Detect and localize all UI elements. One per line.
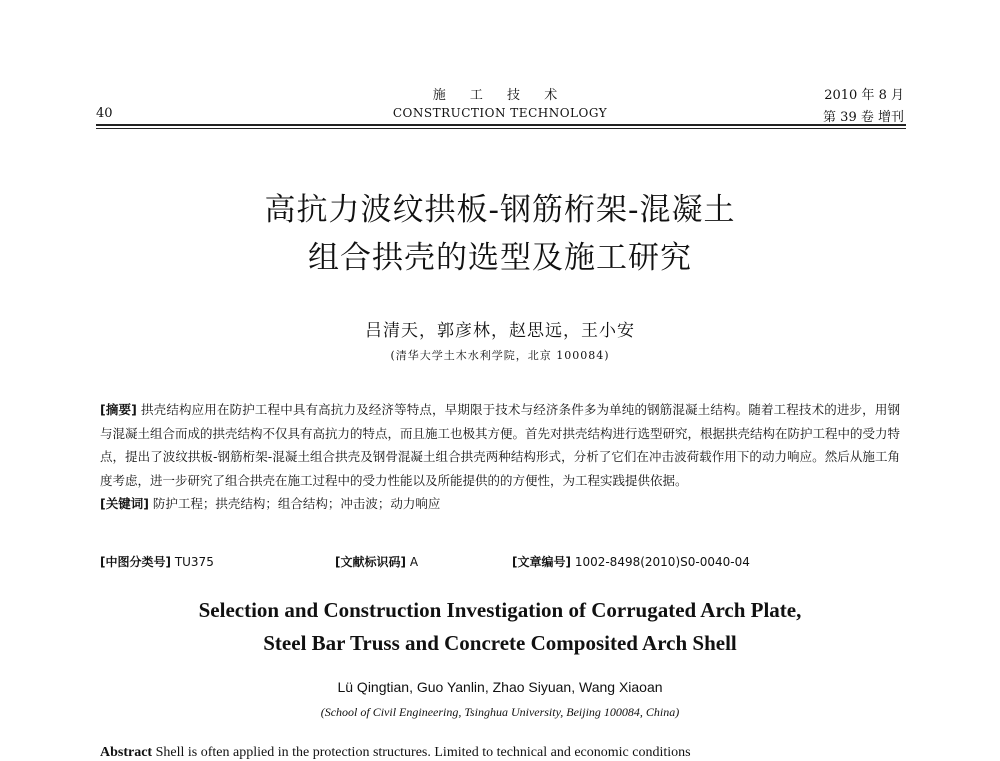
article-no-value: 1002-8498(2010)S0-0040-04 <box>574 555 750 569</box>
abstract-en-text: Shell is often applied in the protection structures. Limited to technical and economic conditions <box>155 745 691 760</box>
keywords-text: 防护工程；拱壳结构；组合结构；冲击波；动力响应 <box>152 496 441 511</box>
paper-title-en-line1: Selection and Construction Investigation of Corrugated Arch Plate, <box>198 598 802 622</box>
clc-value: TU375 <box>174 555 214 569</box>
keywords <box>100 492 900 516</box>
paper-title-en-line2: Steel Bar Truss and Concrete Composited Arch Shell <box>263 631 737 655</box>
abstract-cn-text: 拱壳结构应用在防护工程中具有高抗力及经济等特点，早期限于技术与经济条件多为单纯的钢筋混凝土结构。随着工程技术的进步，用钢与混凝土组合而成的拱壳结构不仅具有高抗力的特点，而且施工也极其方便。首先对拱壳结构进行选型研究，根据拱壳结构在防护工程中的受力特点，提出了波纹拱板-钢筋桁架-混凝土组合拱壳及钢骨混凝土组合拱壳两种结构形式，分析了它们在冲击波荷载作用下的动力响应。然后从施工角度考虑，进一步研究了组合拱壳在施工过程中的受力性能以及所能提供的的方便性，为工程实践提供依据。 <box>100 402 901 488</box>
page-number: 40 <box>96 106 113 121</box>
journal-name-en: CONSTRUCTION TECHNOLOGY <box>392 106 608 120</box>
header-rule-thick <box>96 124 906 126</box>
paper-title-cn-line2: 组合拱壳的选型及施工研究 <box>308 240 692 276</box>
affiliation-en: (School of Civil Engineering, Tsinghua University, Beijing 100084, China) <box>320 705 680 719</box>
article-number <box>512 553 750 570</box>
abstract-en-label: Abstract <box>100 745 153 760</box>
authors-en: Lü Qingtian, Guo Yanlin, Zhao Siyuan, Wang Xiaoan <box>337 679 663 695</box>
abstract-cn-paragraph <box>100 398 900 492</box>
affiliation-cn: (清华大学土木水利学院，北京 100084) <box>390 349 610 362</box>
document-code <box>335 553 418 570</box>
doc-code-label: [文献标识码] <box>335 555 406 569</box>
abstract-cn-label: [摘要] <box>100 402 137 417</box>
abstract-en <box>100 745 900 761</box>
doc-code-value: A <box>409 555 419 569</box>
volume-info: 第 39 卷 增刊 <box>823 110 904 125</box>
paper-title-cn-line1: 高抗力波纹拱板-钢筋桁架-混凝土 <box>264 192 736 228</box>
abstract-cn <box>100 398 900 516</box>
clc-label: [中图分类号] <box>100 555 171 569</box>
clc-number <box>100 553 214 570</box>
keywords-label: [关键词] <box>100 496 149 511</box>
issue-date: 2010 年 8 月 <box>824 88 904 103</box>
journal-name-cn: 施 工 技 术 <box>432 88 568 103</box>
header-rule-thin <box>96 128 906 129</box>
article-no-label: [文章编号] <box>512 555 571 569</box>
authors-cn: 吕清天，郭彦林，赵思远，王小安 <box>365 321 635 341</box>
